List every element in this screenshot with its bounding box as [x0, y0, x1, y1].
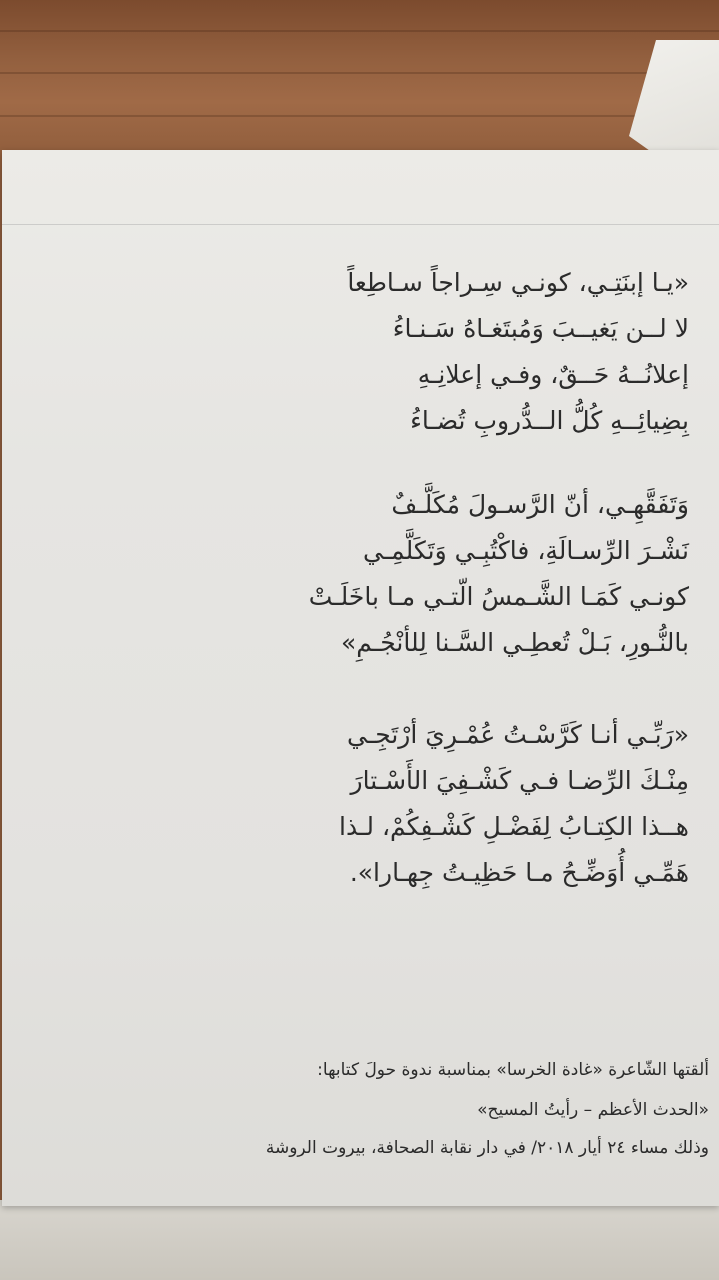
poem-line: كونـي كَمَـا الشَّـمسُ الّتـي مـا باخَلَـتْ [308, 582, 689, 611]
table-surface-bottom [0, 1200, 719, 1280]
footer-occasion: ألقتها الشّاعرة «غادة الخرسا» بمناسبة ندوة حولَ كتابها: [317, 1060, 709, 1080]
poem-line: إعلانُــهُ حَــقٌ، وفـي إعلانِـهِ [417, 360, 689, 389]
poem-line: «رَبِّـي أنـا كَرَّسْـتُ عُمْـرِيَ أرْتَجِـي [347, 720, 689, 749]
poem-line: هَمِّـي أُوَضِّـحُ مـا حَظِيـتُ جِهـارا». [349, 858, 689, 887]
wooden-table-background [0, 0, 719, 170]
poem-line: بالنُّـورِ، بَـلْ تُعطِـي السَّـنا لِلأنْجُـمِ» [340, 628, 689, 657]
poem-line: لا لــن يَغيــبَ وَمُبتَغـاهُ سَـنـاءُ [392, 314, 689, 343]
footer-book-title: «الحدث الأعظم – رأيتُ المسيح» [477, 1100, 709, 1120]
poem-line: بِضِيائِــهِ كُلُّ الــدُّروبِ تُضـاءُ [410, 406, 689, 435]
wood-grain-line [0, 72, 719, 74]
wood-grain-line [0, 30, 719, 32]
poem-line: وَتَفَقَّهِـي، أنّ الرَّسـولَ مُكَلَّـفٌ [391, 490, 689, 519]
paper-sheet [2, 150, 719, 1206]
poem-line: مِنْـكَ الرِّضـا فـي كَشْـفِيَ الأَسْـتارَ [350, 766, 689, 795]
poem-line: نَشْـرَ الرِّسـالَةِ، فاكْتُبِـي وَتَكَلَّمِـي [362, 536, 689, 565]
poem [2, 150, 719, 1206]
poem-line: «يـا إبنَتِـي، كونـي سِـراجاً سـاطِعاً [347, 268, 689, 297]
poem-line: هــذا الكِتـابُ لِفَضْـلِ كَشْـفِكُمْ، لـذا [339, 812, 689, 841]
footer-date-place: وذلك مساء ٢٤ أيار ٢٠١٨/ في دار نقابة الصحافة، بيروت الروشة [265, 1138, 709, 1158]
wood-grain-line [0, 115, 719, 117]
